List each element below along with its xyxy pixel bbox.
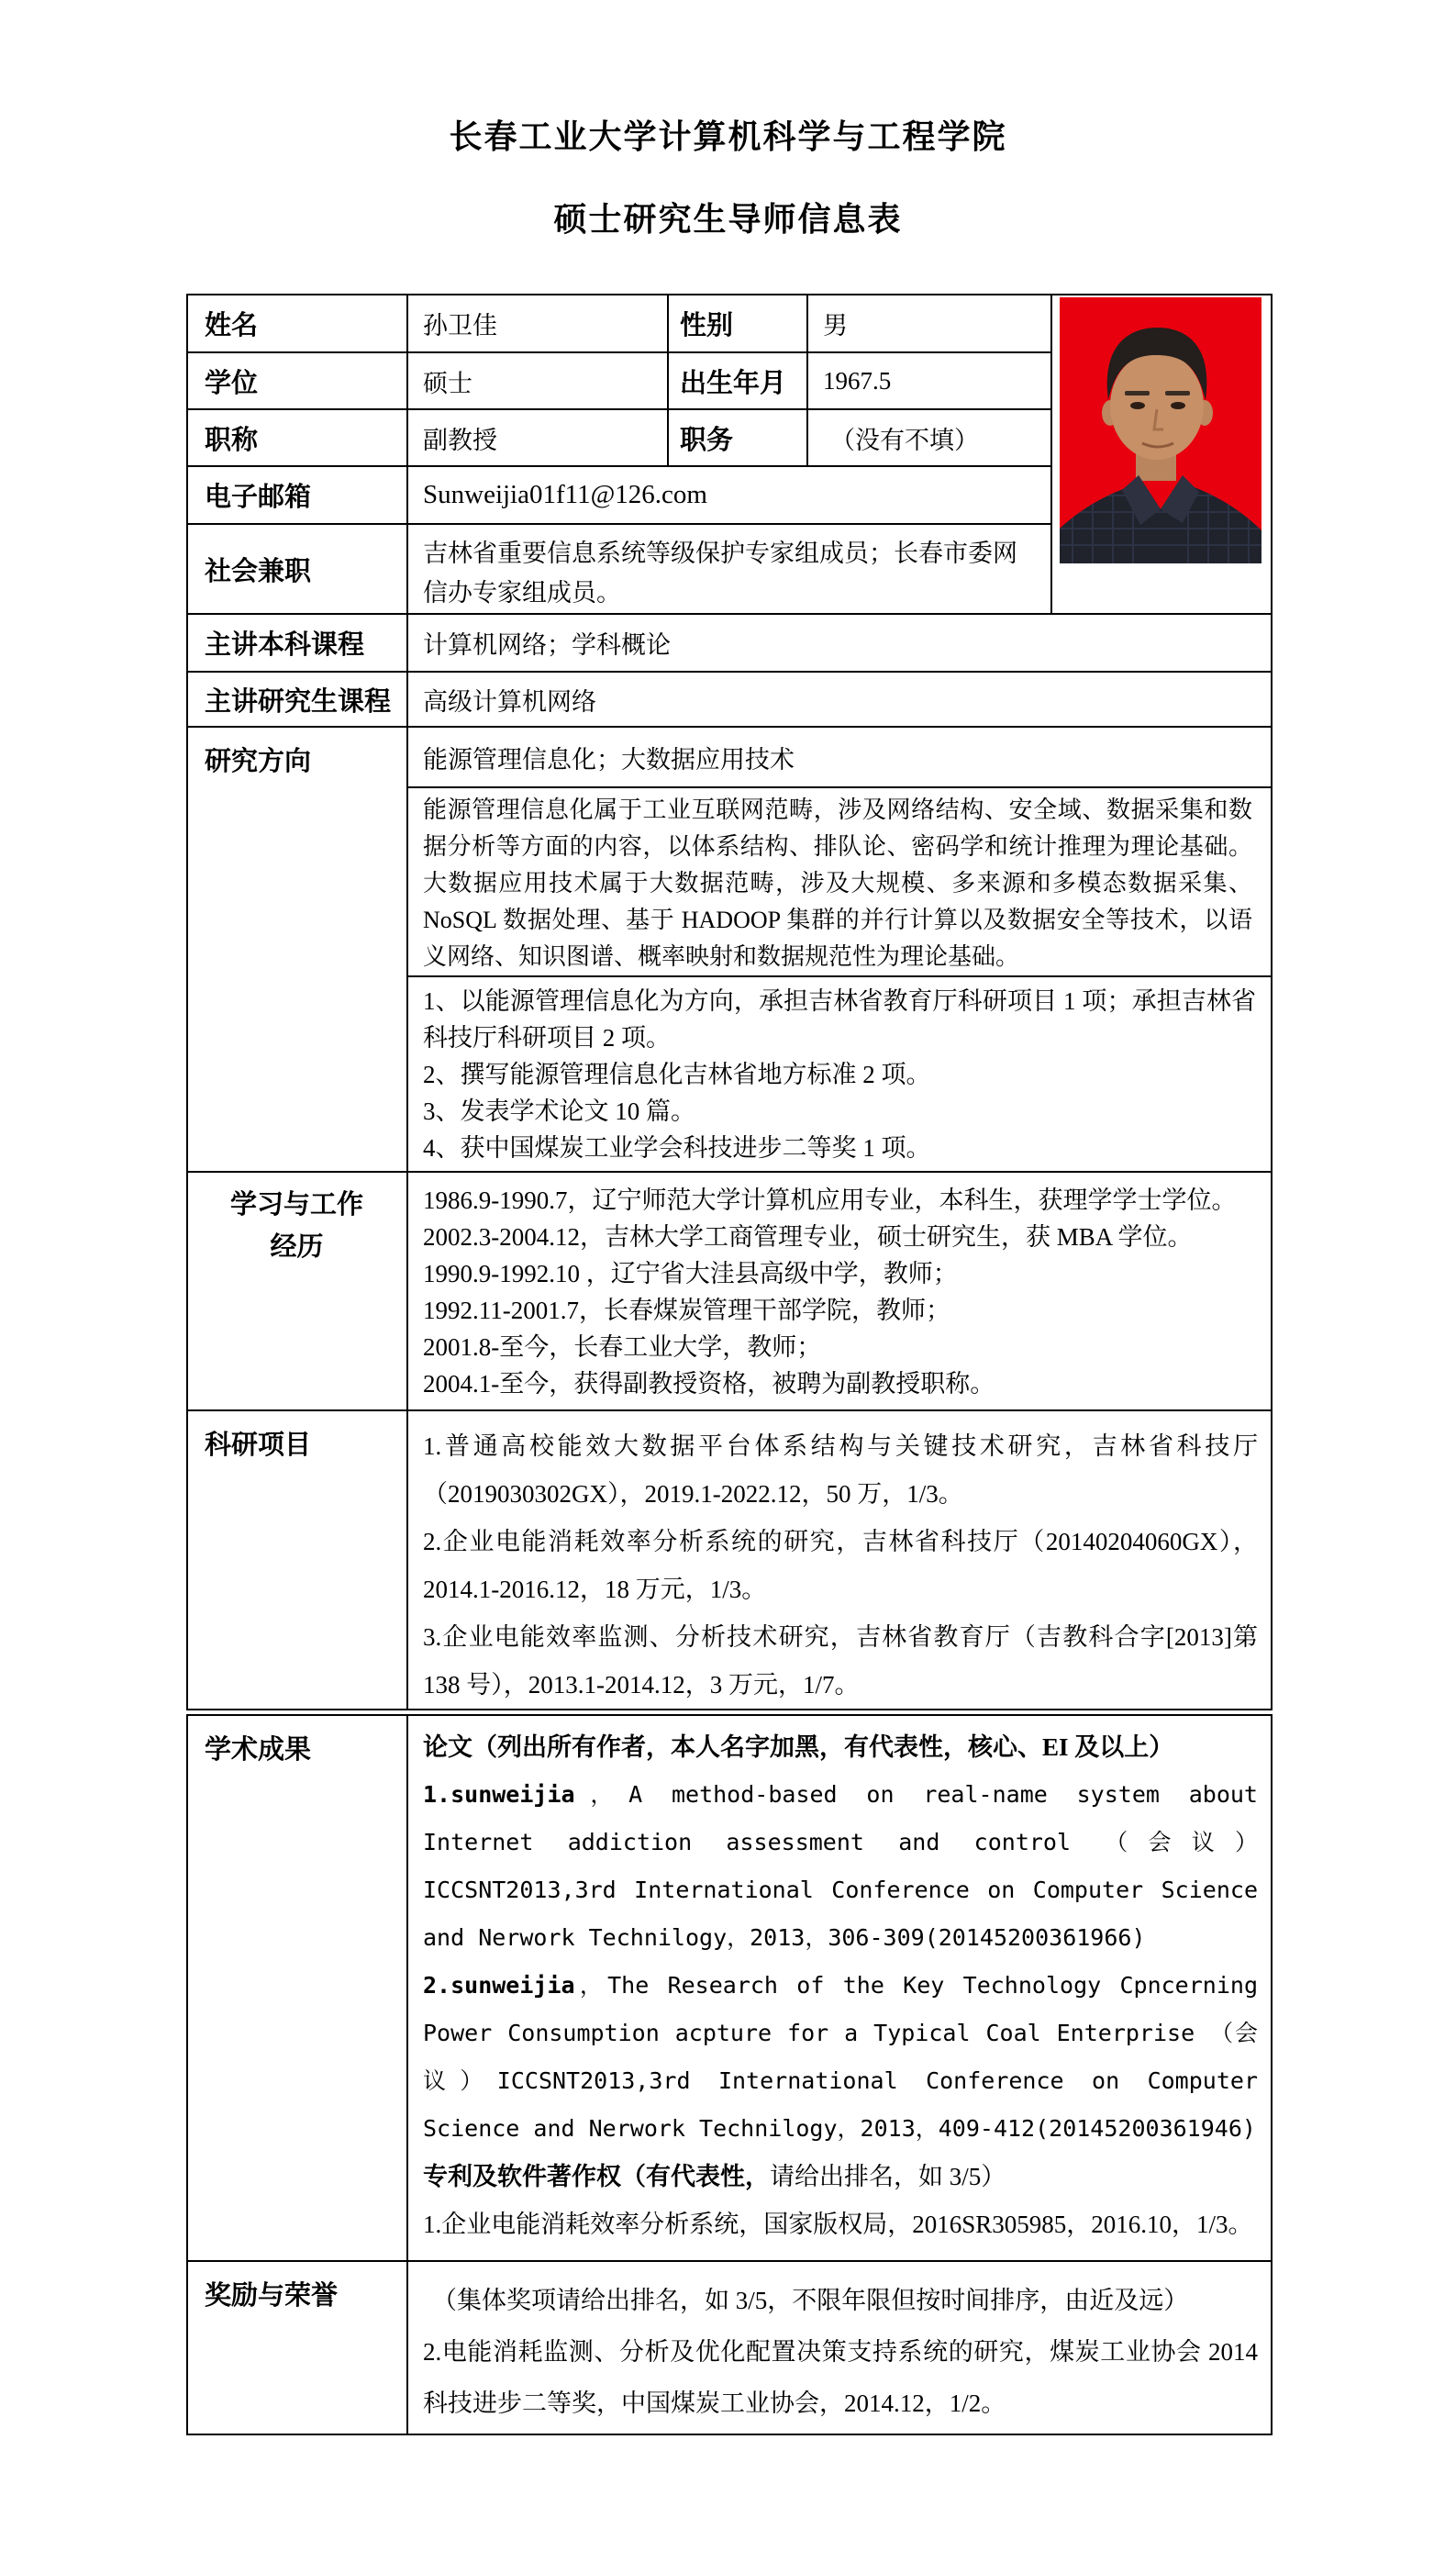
papers-header: 论文（列出所有作者，本人名字加黑，有代表性，核心、EI 及以上）: [423, 1733, 1174, 1761]
photo-eye-right: [1171, 402, 1185, 409]
research-achievement-item: 1、以能源管理信息化为方向，承担吉林省教育厅科研项目 1 项；承担吉林省科技厅科研项目 2 项。: [423, 987, 1256, 1052]
experience-label: [187, 1172, 407, 1410]
academic-results-content: [407, 1715, 1272, 2261]
project-item: 1.普通高校能效大数据平台体系结构与关键技术研究，吉林省科技厅（2019030302GX），2019.1-2022.12，50 万，1/3。: [423, 1432, 1258, 1508]
academic-results-label: 学术成果: [187, 1715, 407, 2261]
paper-text: ，A method-based on real-name system about Internet addiction assessment and control （会议）ICCSNT2013,3rd International Conference on Computer Science and Nerwork Technilogy，2013，306-309(20145200361966): [423, 1781, 1258, 1951]
undergrad-course-label: 主讲本科课程: [187, 614, 407, 672]
birth-label: 出生年月: [668, 352, 807, 409]
name-label: 姓名: [187, 295, 407, 352]
undergrad-course-value: 计算机网络；学科概论: [407, 614, 1272, 672]
social-label: 社会兼职: [187, 524, 407, 614]
info-table-main: [186, 294, 1273, 1710]
duty-value: （没有不填）: [807, 409, 1051, 466]
research-achievement-item: 2、撰写能源管理信息化吉林省地方标准 2 项。: [423, 1061, 931, 1088]
photo-face: [1110, 351, 1204, 460]
prof-title-value: 副教授: [407, 409, 668, 466]
experience-item: 2004.1-至今，获得副教授资格，被聘为副教授职称。: [423, 1370, 995, 1398]
experience-label-line1: 学习与工作: [229, 1190, 363, 1220]
experience-item: 2002.3-2004.12，吉林大学工商管理专业，硕士研究生，获 MBA 学位。: [423, 1223, 1193, 1251]
page-title: 长春工业大学计算机科学与工程学院: [449, 118, 1007, 155]
project-item: 3.企业电能效率监测、分析技术研究，吉林省教育厅（吉教科合字[2013]第 138 号），2013.1-2014.12，3 万元，1/7。: [423, 1623, 1258, 1699]
research-direction-label: 研究方向: [187, 727, 407, 1172]
info-table-academic: [186, 1714, 1273, 2435]
experience-item: 2001.8-至今，长春工业大学，教师；: [423, 1333, 822, 1361]
paper-author: 2.sunweijia: [423, 1972, 575, 1999]
research-achievements: [407, 976, 1272, 1172]
graduate-course-label: 主讲研究生课程: [187, 672, 407, 727]
research-direction-value: 能源管理信息化；大数据应用技术: [407, 727, 1272, 787]
paper-entry: [423, 1962, 1258, 2153]
table-row: [187, 2261, 1272, 2434]
table-row: [187, 727, 1272, 787]
photo-eyebrow-left: [1125, 391, 1150, 395]
project-item: 2.企业电能消耗效率分析系统的研究，吉林省科技厅（20140204060GX），2014.1-2016.12，18 万元，1/3。: [423, 1528, 1258, 1603]
research-description: 能源管理信息化属于工业互联网范畴，涉及网络结构、安全域、数据采集和数据分析等方面的内容，以体系结构、排队论、密码学和统计推理为理论基础。大数据应用技术属于大数据范畴，涉及大规模、多来源和多模态数据采集、NoSQL 数据处理、基于 HADOOP 集群的并行计算以及数据安全等技术，以语义网络、知识图谱、概率映射和数据规范性为理论基础。: [407, 787, 1272, 976]
experience-item: 1990.9-1992.10 ，辽宁省大洼县高级中学，教师；: [423, 1260, 958, 1287]
photo-eye-left: [1130, 402, 1145, 409]
photo-cell: [1051, 295, 1272, 614]
paper-author: 1.sunweijia: [423, 1781, 575, 1808]
experience-label-line2: 经历: [270, 1232, 324, 1262]
gender-label: 性别: [668, 295, 807, 352]
gender-value: 男: [807, 295, 1051, 352]
id-photo: [1060, 297, 1261, 563]
patents-header: [423, 2153, 1258, 2200]
research-achievement-item: 4、获中国煤炭工业学会科技进步二等奖 1 项。: [423, 1134, 931, 1162]
experience-item: 1992.11-2001.7，长春煤炭管理干部学院，教师；: [423, 1297, 950, 1324]
paper-entry: [423, 1771, 1258, 1962]
table-row: [187, 1715, 1272, 2261]
page-subtitle: 硕士研究生导师信息表: [553, 201, 903, 238]
patents-header-bold: 专利及软件著作权（有代表性，: [423, 2163, 770, 2190]
award-item: 2.电能消耗监测、分析及优化配置决策支持系统的研究，煤炭工业协会 2014 科技进步二等奖，中国煤炭工业协会，2014.12，1/2。: [423, 2338, 1258, 2417]
email-value: Sunweijia01f11@126.com: [407, 466, 1051, 524]
social-value: 吉林省重要信息系统等级保护专家组成员；长春市委网信办专家组成员。: [407, 524, 1051, 614]
photo-eyebrow-right: [1165, 391, 1190, 395]
degree-label: 学位: [187, 352, 407, 409]
table-row: [187, 1172, 1272, 1410]
experience-content: [407, 1172, 1272, 1410]
duty-label: 职务: [668, 409, 807, 466]
projects-content: [407, 1410, 1272, 1710]
awards-content: [407, 2261, 1272, 2434]
patent-item: 1.企业电能消耗效率分析系统，国家版权局，2016SR305985，2016.10，1/3。: [423, 2211, 1253, 2238]
degree-value: 硕士: [407, 352, 668, 409]
projects-label: 科研项目: [187, 1410, 407, 1710]
birth-value: 1967.5: [807, 352, 1051, 409]
paper-text: ，The Research of the Key Technology Cpncerning Power Consumption acpture for a Typical Coal Enterprise （会议）ICCSNT2013,3rd International Conference on Computer Science and Nerwork Technilogy，2013，409-412(20145200361946): [423, 1972, 1258, 2142]
patents-header-rest: 请给出排名，如 3/5）: [770, 2163, 1006, 2190]
table-row: [187, 295, 1272, 352]
table-row: [187, 1410, 1272, 1710]
awards-label: 奖励与荣誉: [187, 2261, 407, 2434]
name-value: 孙卫佳: [407, 295, 668, 352]
research-achievement-item: 3、发表学术论文 10 篇。: [423, 1097, 695, 1125]
email-label: 电子邮箱: [187, 466, 407, 524]
graduate-course-value: 高级计算机网络: [407, 672, 1272, 727]
awards-note: （集体奖项请给出排名，如 3/5，不限年限但按时间排序，由近及远）: [432, 2287, 1189, 2314]
table-row: [187, 672, 1272, 727]
prof-title-label: 职称: [187, 409, 407, 466]
table-row: [187, 614, 1272, 672]
experience-item: 1986.9-1990.7，辽宁师范大学计算机应用专业，本科生，获理学学士学位。: [423, 1186, 1237, 1214]
